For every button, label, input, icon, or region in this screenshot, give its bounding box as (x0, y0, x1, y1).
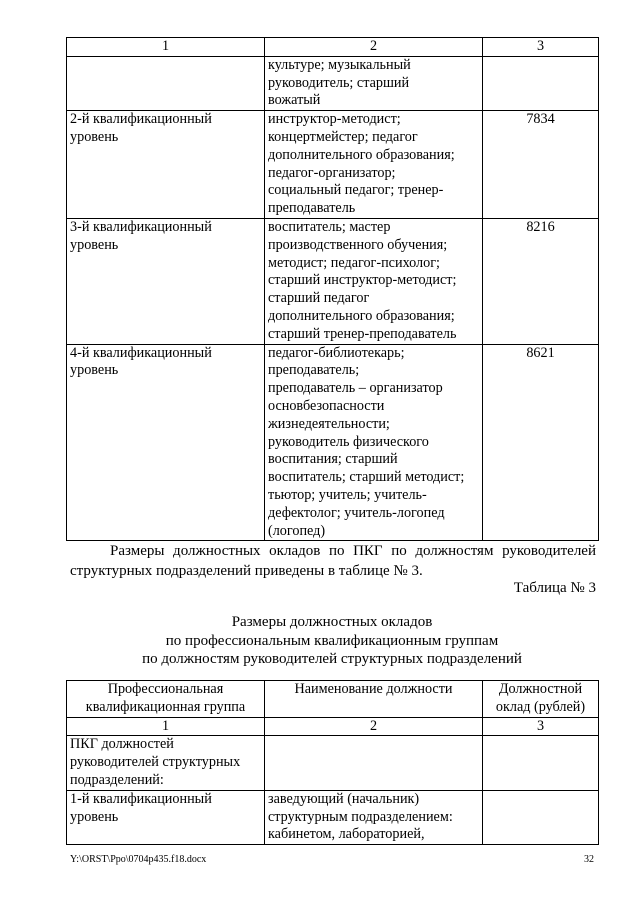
table-row (67, 344, 599, 541)
column-number-row (67, 38, 599, 57)
table-row (67, 56, 599, 110)
column-number-row (67, 717, 599, 736)
col-number-2: 2 (265, 717, 483, 736)
paragraph-line-1: Размеры должностных окладов по ПКГ по должностям руководителей (110, 543, 596, 559)
qualification-group: 2-й квалификационный уровень (67, 111, 265, 219)
salary-value (483, 736, 599, 790)
qualification-group: 1-й квалификационный уровень (67, 790, 265, 844)
header-row (67, 681, 599, 718)
position-names: воспитатель; мастер производственного обучения; методист; педагог-психолог; старший инструктор-методист; старший педагог дополнительного образования; старший тренер-преподаватель (265, 218, 483, 344)
table-row (67, 790, 599, 844)
qualification-group (67, 56, 265, 110)
table-caption: Размеры должностных окладов по профессиональным квалификационным группам по должностям руководителей структурных подразделений (142, 614, 522, 667)
header-group: Профессиональная квалификационная группа (67, 681, 265, 718)
header-position: Наименование должности (265, 681, 483, 718)
table-row (67, 736, 599, 790)
table-3 (66, 680, 599, 845)
qualification-group: 4-й квалификационный уровень (67, 344, 265, 541)
paragraph-line-2: структурных подразделений приведены в таблице № 3. (70, 563, 423, 579)
salary-value: 8621 (483, 344, 599, 541)
body-paragraph (70, 541, 596, 581)
col-number-1: 1 (67, 717, 265, 736)
salary-value: 7834 (483, 111, 599, 219)
col-number-3: 3 (483, 717, 599, 736)
table-row (67, 111, 599, 219)
page-number: 32 (584, 854, 594, 865)
qualification-group: ПКГ должностей руководителей структурных подразделений: (67, 736, 265, 790)
table-number-label: Таблица № 3 (513, 580, 596, 596)
col-number-1: 1 (67, 38, 265, 57)
position-names: педагог-библиотекарь; преподаватель; преподаватель – организатор основбезопасности жизнедеятельности; руководитель физического воспитания; старший воспитатель; старший методист; тьютор; учитель; учитель- дефектолог; учитель-логопед (логопед) (265, 344, 483, 541)
positions-salary-table-continued (66, 37, 599, 541)
position-names: заведующий (начальник) структурным подразделением: кабинетом, лабораторией, (265, 790, 483, 844)
col-number-3: 3 (483, 38, 599, 57)
position-names: инструктор-методист; концертмейстер; педагог дополнительного образования; педагог-организатор; социальный педагог; тренер- преподаватель (265, 111, 483, 219)
salary-value: 8216 (483, 218, 599, 344)
footer-file-path: Y:\ORST\Ppo\0704p435.f18.docx (70, 854, 207, 865)
position-names (265, 736, 483, 790)
qualification-group: 3-й квалификационный уровень (67, 218, 265, 344)
position-names: культуре; музыкальный руководитель; старший вожатый (265, 56, 483, 110)
salary-value (483, 790, 599, 844)
table-row (67, 218, 599, 344)
col-number-2: 2 (265, 38, 483, 57)
salary-value (483, 56, 599, 110)
header-salary: Должностной оклад (рублей) (483, 681, 599, 718)
